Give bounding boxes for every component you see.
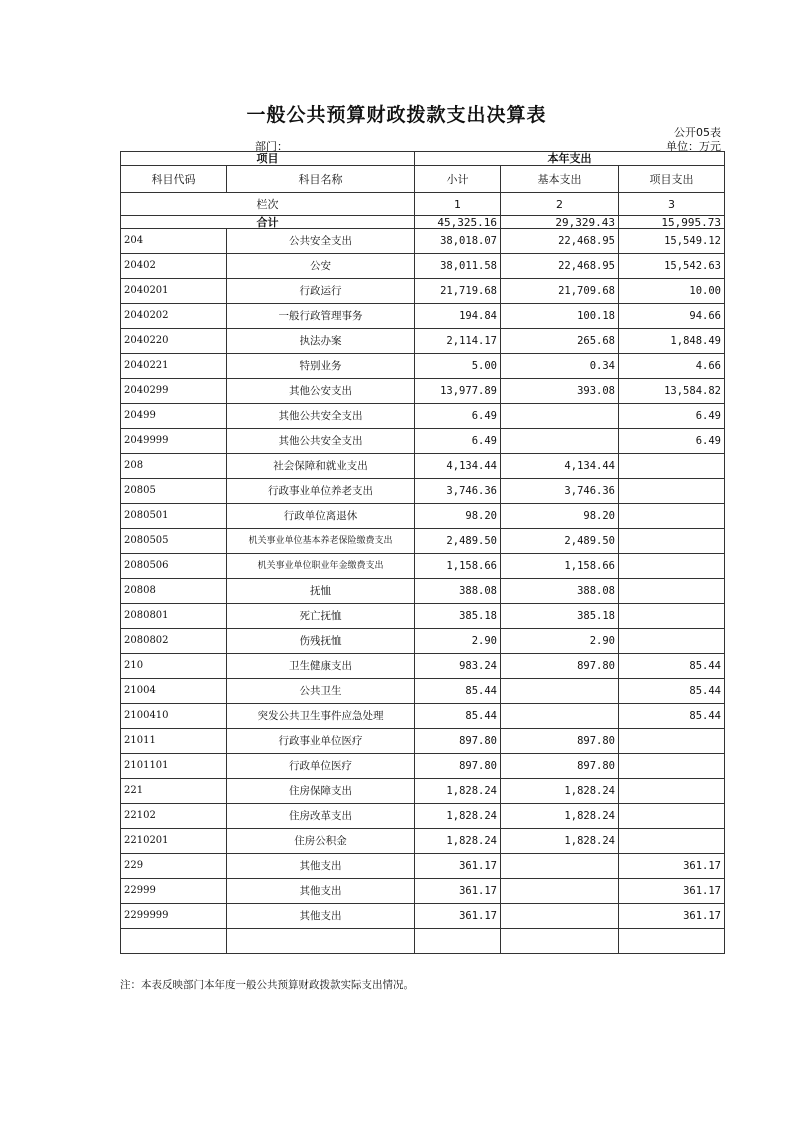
table-row	[121, 404, 725, 429]
row-basic	[501, 904, 619, 929]
row-name: 其他支出	[227, 854, 415, 879]
row-subtotal: 897.80	[415, 729, 501, 754]
row-code: 22102	[121, 804, 227, 829]
row-basic: 2.90	[501, 629, 619, 654]
row-code: 2080802	[121, 629, 227, 654]
row-name: 行政运行	[227, 279, 415, 304]
row-basic: 897.80	[501, 754, 619, 779]
row-project: 15,549.12	[619, 229, 725, 254]
row-project: 10.00	[619, 279, 725, 304]
table-row	[121, 279, 725, 304]
row-project: 4.66	[619, 354, 725, 379]
row-basic: 4,134.44	[501, 454, 619, 479]
row-basic: 98.20	[501, 504, 619, 529]
row-basic: 265.68	[501, 329, 619, 354]
page-title: 一般公共预算财政拨款支出决算表	[246, 104, 547, 126]
table-row	[121, 654, 725, 679]
row-code: 21011	[121, 729, 227, 754]
table-body	[121, 229, 725, 954]
header-name: 科目名称	[227, 166, 415, 193]
row-code: 2040221	[121, 354, 227, 379]
row-code: 22999	[121, 879, 227, 904]
row-project	[619, 779, 725, 804]
table-row	[121, 929, 725, 954]
row-subtotal: 361.17	[415, 854, 501, 879]
row-subtotal: 38,018.07	[415, 229, 501, 254]
total-basic: 29,329.43	[501, 216, 619, 229]
row-project	[619, 804, 725, 829]
department-label: 部门：	[255, 140, 288, 153]
row-project: 361.17	[619, 904, 725, 929]
row-code: 2080505	[121, 529, 227, 554]
row-name: 机关事业单位职业年金缴费支出	[227, 554, 415, 579]
table-row	[121, 829, 725, 854]
table-row	[121, 879, 725, 904]
row-basic: 22,468.95	[501, 254, 619, 279]
table-row	[121, 479, 725, 504]
row-basic	[501, 679, 619, 704]
row-subtotal: 4,134.44	[415, 454, 501, 479]
row-name: 其他公共安全支出	[227, 404, 415, 429]
row-project	[619, 729, 725, 754]
row-subtotal: 983.24	[415, 654, 501, 679]
header-subtotal: 小计	[415, 166, 501, 193]
expenditure-table	[120, 151, 725, 954]
row-basic	[501, 404, 619, 429]
header-col2: 2	[501, 193, 619, 216]
row-project	[619, 529, 725, 554]
row-subtotal: 1,158.66	[415, 554, 501, 579]
table-row	[121, 729, 725, 754]
row-name: 其他支出	[227, 904, 415, 929]
row-subtotal: 897.80	[415, 754, 501, 779]
table-row	[121, 529, 725, 554]
form-number: 公开05表	[674, 126, 721, 139]
row-name: 公共卫生	[227, 679, 415, 704]
header-row-2	[121, 166, 725, 193]
row-code: 2299999	[121, 904, 227, 929]
table-row	[121, 754, 725, 779]
row-name: 住房保障支出	[227, 779, 415, 804]
header-project: 项目支出	[619, 166, 725, 193]
row-subtotal: 6.49	[415, 404, 501, 429]
table-row	[121, 429, 725, 454]
row-code: 20499	[121, 404, 227, 429]
row-name: 行政单位医疗	[227, 754, 415, 779]
footnote: 注：本表反映部门本年度一般公共预算财政拨款实际支出情况。	[120, 979, 414, 991]
row-subtotal: 13,977.89	[415, 379, 501, 404]
row-name: 伤残抚恤	[227, 629, 415, 654]
row-project: 361.17	[619, 854, 725, 879]
row-project	[619, 829, 725, 854]
row-name: 公共安全支出	[227, 229, 415, 254]
row-subtotal: 1,828.24	[415, 804, 501, 829]
row-subtotal: 361.17	[415, 879, 501, 904]
row-project: 85.44	[619, 679, 725, 704]
row-basic	[501, 879, 619, 904]
row-basic: 1,828.24	[501, 829, 619, 854]
unit-label: 单位：万元	[666, 140, 721, 153]
header-col1: 1	[415, 193, 501, 216]
row-basic	[501, 704, 619, 729]
header-basic: 基本支出	[501, 166, 619, 193]
row-name: 住房改革支出	[227, 804, 415, 829]
table-row	[121, 304, 725, 329]
table-row	[121, 854, 725, 879]
row-code: 229	[121, 854, 227, 879]
row-basic	[501, 929, 619, 954]
row-subtotal: 98.20	[415, 504, 501, 529]
table-row	[121, 229, 725, 254]
row-basic: 21,709.68	[501, 279, 619, 304]
row-basic: 393.08	[501, 379, 619, 404]
row-project: 6.49	[619, 429, 725, 454]
header-item: 项目	[121, 152, 415, 166]
row-basic: 100.18	[501, 304, 619, 329]
table-row	[121, 804, 725, 829]
row-project: 13,584.82	[619, 379, 725, 404]
row-subtotal: 385.18	[415, 604, 501, 629]
header-current-year: 本年支出	[415, 152, 725, 166]
row-name: 抚恤	[227, 579, 415, 604]
row-basic: 1,828.24	[501, 804, 619, 829]
row-basic: 3,746.36	[501, 479, 619, 504]
row-subtotal: 21,719.68	[415, 279, 501, 304]
row-project	[619, 579, 725, 604]
total-label: 合计	[121, 216, 415, 229]
row-name: 其他支出	[227, 879, 415, 904]
row-code: 20808	[121, 579, 227, 604]
row-project	[619, 929, 725, 954]
row-basic: 385.18	[501, 604, 619, 629]
row-name: 卫生健康支出	[227, 654, 415, 679]
row-project: 1,848.49	[619, 329, 725, 354]
row-basic: 897.80	[501, 654, 619, 679]
row-code: 2049999	[121, 429, 227, 454]
row-code: 2080501	[121, 504, 227, 529]
table-row	[121, 704, 725, 729]
row-project	[619, 604, 725, 629]
row-name: 其他公安支出	[227, 379, 415, 404]
row-subtotal: 1,828.24	[415, 829, 501, 854]
header-column-no: 栏次	[121, 193, 415, 216]
row-name: 行政事业单位医疗	[227, 729, 415, 754]
row-project: 94.66	[619, 304, 725, 329]
row-code: 2040202	[121, 304, 227, 329]
table-row	[121, 904, 725, 929]
row-basic: 1,828.24	[501, 779, 619, 804]
table-row	[121, 379, 725, 404]
row-basic	[501, 854, 619, 879]
table-row	[121, 454, 725, 479]
table-row	[121, 254, 725, 279]
row-project	[619, 454, 725, 479]
row-project	[619, 629, 725, 654]
row-subtotal: 2,114.17	[415, 329, 501, 354]
row-subtotal: 38,011.58	[415, 254, 501, 279]
row-code: 2101101	[121, 754, 227, 779]
row-basic	[501, 429, 619, 454]
row-project	[619, 554, 725, 579]
row-name: 执法办案	[227, 329, 415, 354]
header-row-3	[121, 193, 725, 216]
row-name: 其他公共安全支出	[227, 429, 415, 454]
row-project: 85.44	[619, 654, 725, 679]
row-subtotal: 194.84	[415, 304, 501, 329]
header-code: 科目代码	[121, 166, 227, 193]
row-code: 20402	[121, 254, 227, 279]
row-name	[227, 929, 415, 954]
row-subtotal: 1,828.24	[415, 779, 501, 804]
row-name: 突发公共卫生事件应急处理	[227, 704, 415, 729]
row-subtotal: 6.49	[415, 429, 501, 454]
row-code: 20805	[121, 479, 227, 504]
row-name: 死亡抚恤	[227, 604, 415, 629]
row-code: 204	[121, 229, 227, 254]
table-row	[121, 579, 725, 604]
total-row	[121, 216, 725, 229]
row-name: 社会保障和就业支出	[227, 454, 415, 479]
row-name: 一般行政管理事务	[227, 304, 415, 329]
row-code: 2080506	[121, 554, 227, 579]
header-col3: 3	[619, 193, 725, 216]
table-row	[121, 779, 725, 804]
row-code: 208	[121, 454, 227, 479]
row-subtotal: 3,746.36	[415, 479, 501, 504]
row-basic: 897.80	[501, 729, 619, 754]
row-project	[619, 504, 725, 529]
table-row	[121, 329, 725, 354]
row-subtotal: 85.44	[415, 704, 501, 729]
row-project: 85.44	[619, 704, 725, 729]
table-row	[121, 354, 725, 379]
row-basic: 22,468.95	[501, 229, 619, 254]
table-row	[121, 629, 725, 654]
row-code: 2210201	[121, 829, 227, 854]
row-code: 210	[121, 654, 227, 679]
total-project: 15,995.73	[619, 216, 725, 229]
row-code	[121, 929, 227, 954]
row-name: 机关事业单位基本养老保险缴费支出	[227, 529, 415, 554]
row-code: 21004	[121, 679, 227, 704]
row-project: 6.49	[619, 404, 725, 429]
row-name: 住房公积金	[227, 829, 415, 854]
row-code: 2040220	[121, 329, 227, 354]
row-name: 行政事业单位养老支出	[227, 479, 415, 504]
header-row-1	[121, 152, 725, 166]
row-name: 特别业务	[227, 354, 415, 379]
row-subtotal	[415, 929, 501, 954]
table-row	[121, 679, 725, 704]
row-project: 361.17	[619, 879, 725, 904]
row-subtotal: 388.08	[415, 579, 501, 604]
row-subtotal: 85.44	[415, 679, 501, 704]
row-project	[619, 754, 725, 779]
row-name: 公安	[227, 254, 415, 279]
row-basic: 1,158.66	[501, 554, 619, 579]
row-subtotal: 2.90	[415, 629, 501, 654]
row-basic: 2,489.50	[501, 529, 619, 554]
row-basic: 388.08	[501, 579, 619, 604]
row-subtotal: 361.17	[415, 904, 501, 929]
row-code: 2080801	[121, 604, 227, 629]
row-subtotal: 2,489.50	[415, 529, 501, 554]
row-code: 2040201	[121, 279, 227, 304]
row-code: 221	[121, 779, 227, 804]
table-row	[121, 504, 725, 529]
total-subtotal: 45,325.16	[415, 216, 501, 229]
table-row	[121, 554, 725, 579]
row-basic: 0.34	[501, 354, 619, 379]
row-code: 2040299	[121, 379, 227, 404]
row-project	[619, 479, 725, 504]
row-project: 15,542.63	[619, 254, 725, 279]
row-code: 2100410	[121, 704, 227, 729]
row-name: 行政单位离退休	[227, 504, 415, 529]
row-subtotal: 5.00	[415, 354, 501, 379]
table-row	[121, 604, 725, 629]
